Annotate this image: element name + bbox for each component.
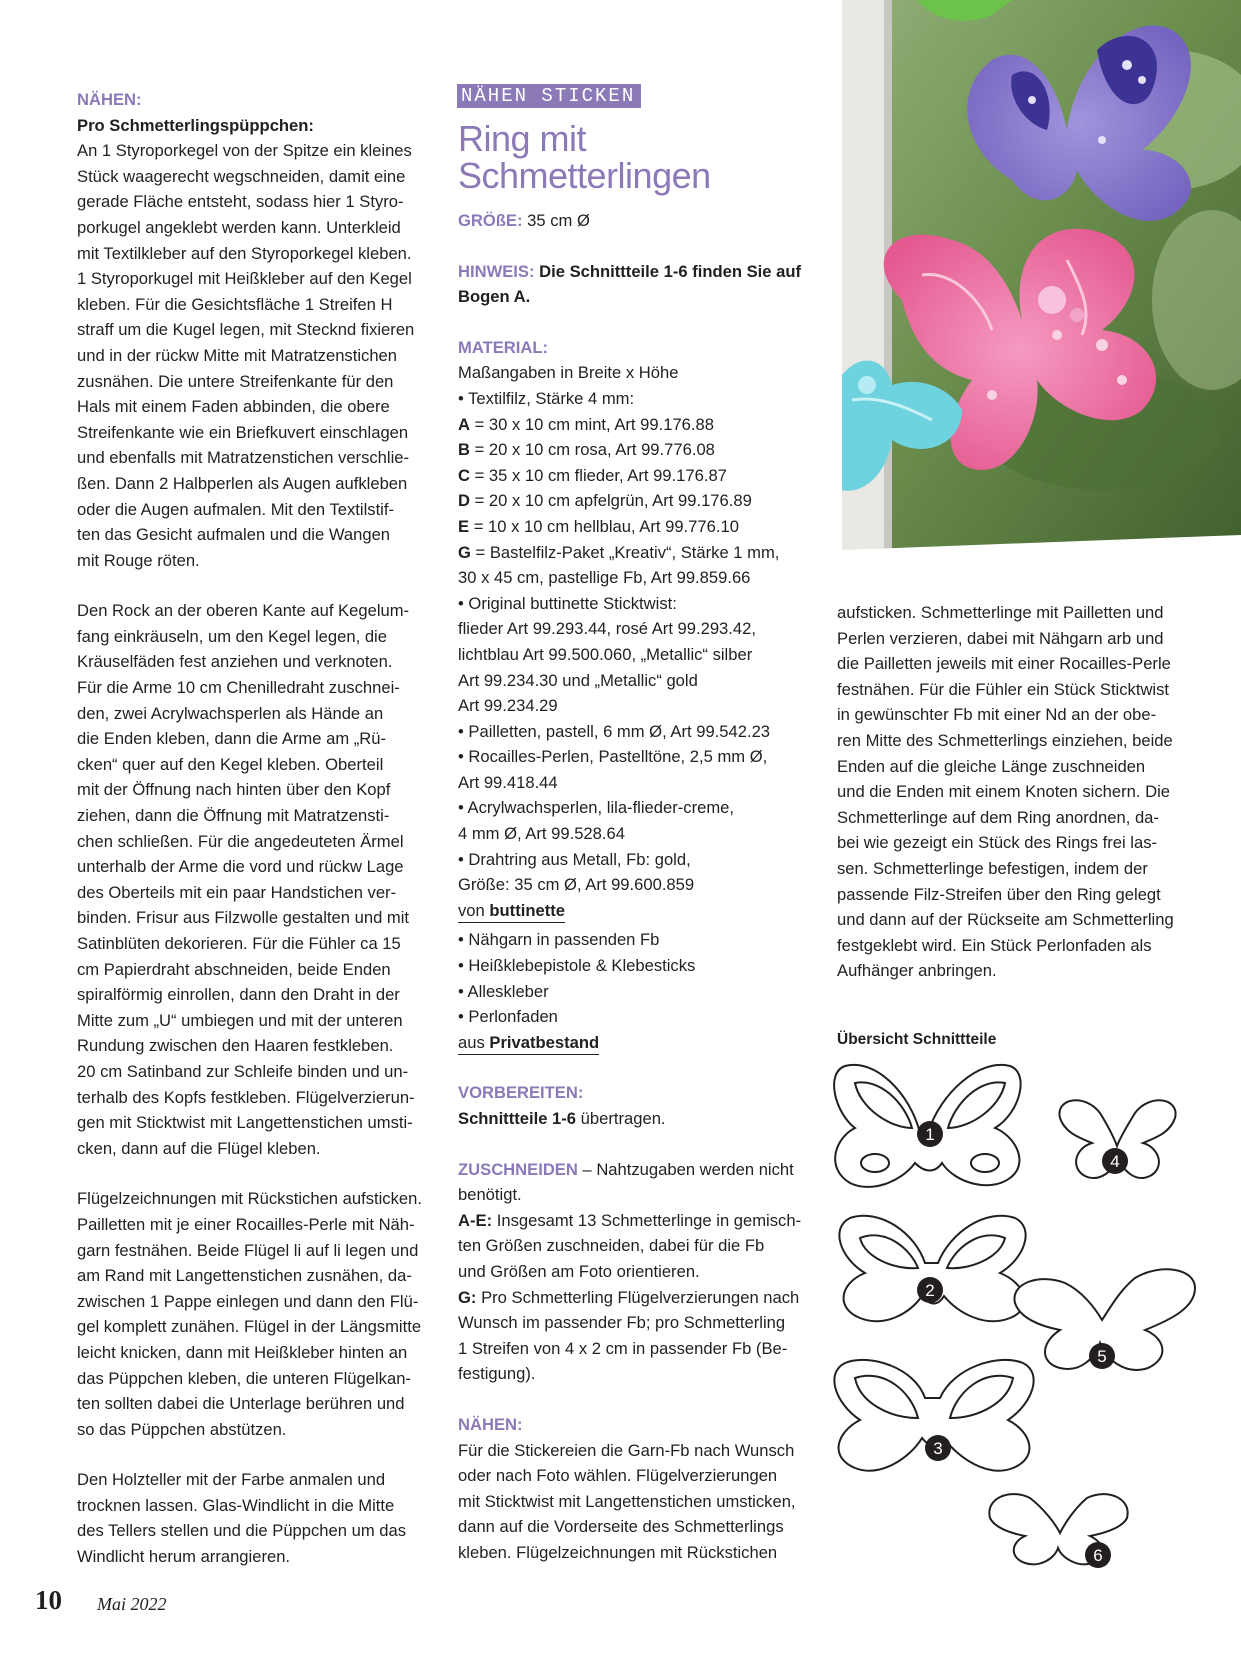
text-line: das Püppchen kleben, die unteren Flügelkan- xyxy=(77,1368,411,1388)
svg-text:6: 6 xyxy=(1093,1546,1103,1565)
text-line: leicht knicken, dann mit Heißkleber hinten an xyxy=(77,1342,408,1362)
paragraph-1 xyxy=(77,138,428,573)
pattern-overview-title: Übersicht Schnittteile xyxy=(837,1031,997,1048)
text-line: zwischen 1 Pappe einlegen und dann den Flü- xyxy=(77,1291,419,1311)
text-line: • Alleskleber xyxy=(458,981,549,1001)
cut-heading: ZUSCHNEIDEN – Nahtzugaben werden nicht xyxy=(458,1159,794,1179)
pattern-piece-2 xyxy=(839,1216,1025,1321)
text-line: Rundung zwischen den Haaren festkleben. xyxy=(77,1036,394,1056)
text-line: Den Rock an der oberen Kante auf Kegelum- xyxy=(77,601,410,621)
text-line: Art 99.234.29 xyxy=(458,696,558,716)
pattern-overview xyxy=(830,1058,1210,1578)
text-line: porkugel angeklebt werden kann. Unterkleid xyxy=(77,217,401,237)
material-list xyxy=(458,565,809,898)
text-line: cken, dann auf die Flügel kleben. xyxy=(77,1138,321,1158)
butterfly-photo xyxy=(842,0,1241,570)
text-line: Art 99.418.44 xyxy=(458,772,558,792)
text-line: Mitte zum „U“ umbiegen und mit der unteren xyxy=(77,1010,403,1030)
text-line: • Heißklebepistole & Klebesticks xyxy=(458,956,696,976)
svg-text:1: 1 xyxy=(925,1125,935,1144)
text-line: die Pailletten jeweils mit einer Rocailles-Perle xyxy=(837,654,1171,674)
text-line: gerade Fläche entsteht, sodass hier 1 Styro- xyxy=(77,192,404,212)
text-line: straff um die Kugel legen, mit Stecknd fixieren xyxy=(77,320,415,340)
felt-item: B = 20 x 10 cm rosa, Art 99.776.08 xyxy=(458,440,715,460)
svg-text:2: 2 xyxy=(925,1281,935,1300)
text-line: Enden auf die gleiche Länge zuschneiden xyxy=(837,756,1146,776)
text-line: ßen. Dann 2 Halbperlen als Augen aufkleben xyxy=(77,473,408,493)
text-line: zusnähen. Die untere Streifenkante für den xyxy=(77,371,394,391)
sew-heading: NÄHEN: xyxy=(458,1414,523,1434)
material-intro: Maßangaben in Breite x Höhe xyxy=(458,363,679,383)
text-line: Pailletten mit je einer Rocailles-Perle mit Näh- xyxy=(77,1214,415,1234)
text-line: fang einkräuseln, um den Kegel legen, die xyxy=(77,626,387,646)
text-line: ten das Gesicht aufmalen und die Wangen xyxy=(77,525,391,545)
text-line: gen mit Sticktwist mit Langettenstichen umsti- xyxy=(77,1113,413,1133)
text-line: An 1 Styroporkegel von der Spitze ein kleines xyxy=(77,141,412,161)
text-line: cken“ quer auf den Kegel kleben. Oberteil xyxy=(77,754,384,774)
felt-item: D = 20 x 10 cm apfelgrün, Art 99.176.89 xyxy=(458,491,752,511)
svg-text:3: 3 xyxy=(933,1439,943,1458)
text-line: Streifenkante wie ein Briefkuvert einschlagen xyxy=(77,422,409,442)
text-line: ten sollten dabei die Unterlage berühren und xyxy=(77,1394,405,1414)
felt-item: G = Bastelfilz-Paket „Kreativ“, Stärke 1 mm, xyxy=(458,542,780,562)
text-line: Art 99.234.30 und „Metallic“ gold xyxy=(458,670,698,690)
text-line: Kräuselfäden fest anziehen und verknoten. xyxy=(77,652,393,672)
paragraph-3 xyxy=(77,1186,428,1442)
text-line: und dann auf der Rückseite am Schmetterling xyxy=(837,910,1174,930)
text-line: gel komplett zunähen. Flügel in der Längsmitte xyxy=(77,1317,422,1337)
text-line: festnähen. Für die Fühler ein Stück Sticktwist xyxy=(837,679,1170,699)
text-line: mit Textilkleber auf den Styroporkegel kleben. xyxy=(77,243,412,263)
section-heading-naehen: NÄHEN: xyxy=(77,90,142,109)
cut-ae: A-E: Insgesamt 13 Schmetterlinge in gemisch- ten Größen zuschneiden, dabei für die Fb und Größen am Foto orientieren. xyxy=(458,1210,802,1281)
text-line: spiralförmig einrollen, dann den Draht in der xyxy=(77,985,400,1005)
left-column xyxy=(77,87,428,1570)
paragraph-4 xyxy=(77,1467,428,1569)
text-line: in gewünschter Fb mit einer Nd an der obe- xyxy=(837,705,1157,725)
text-line: mit der Öffnung nach hinten über den Kopf xyxy=(77,780,391,800)
text-line: Hals mit einem Faden abbinden, die obere xyxy=(77,397,390,417)
material-heading: MATERIAL: xyxy=(458,337,549,357)
extra-material-list xyxy=(458,927,809,1029)
text-line: unterhalb der Arme die vord und rückw Lage xyxy=(77,857,404,877)
text-line: festgeklebt wird. Ein Stück Perlonfaden als xyxy=(837,935,1152,955)
text-line: kleben. Flügelzeichnungen mit Rückstichen xyxy=(458,1542,778,1562)
text-line: am Rand mit Langettenstichen zusnähen, da- xyxy=(77,1266,412,1286)
text-line: • Nähgarn in passenden Fb xyxy=(458,930,660,950)
text-line: und in der rückw Mitte mit Matratzenstichen xyxy=(77,345,398,365)
text-line: und ebenfalls mit Matratzenstichen verschlie- xyxy=(77,448,410,468)
text-line: bei wie gezeigt ein Stück des Rings frei las- xyxy=(837,833,1158,853)
text-line: Perlen verzieren, dabei mit Nähgarn arb und xyxy=(837,628,1164,648)
text-line: cm Papierdraht abschneiden, beide Enden xyxy=(77,959,391,979)
text-line: garn festnähen. Beide Flügel li auf li legen und xyxy=(77,1240,419,1260)
text-line: kleben. Für die Gesichtsfläche 1 Streifen H xyxy=(77,294,393,314)
prep-heading: VORBEREITEN: xyxy=(458,1083,584,1103)
felt-list xyxy=(458,412,809,566)
text-line: Windlicht herum arrangieren. xyxy=(77,1547,291,1567)
text-line: Stück waagerecht wegschneiden, damit eine xyxy=(77,166,406,186)
private-line: aus Privatbestand xyxy=(458,1030,809,1056)
text-line: die Enden kleben, dann die Arme am „Rü- xyxy=(77,729,387,749)
svg-text:4: 4 xyxy=(1110,1152,1120,1171)
text-line: Satinblüten dekorieren. Für die Fühler ca 15 xyxy=(77,934,401,953)
text-line: • Rocailles-Perlen, Pastelltöne, 2,5 mm Ø, xyxy=(458,747,768,767)
text-line: Aufhänger anbringen. xyxy=(837,961,997,981)
felt-heading: • Textilfilz, Stärke 4 mm: xyxy=(458,388,635,408)
text-line: oder die Augen aufmalen. Mit den Textilstif- xyxy=(77,499,394,519)
text-line: chen schließen. Für die angedeuteten Ärmel xyxy=(77,831,404,851)
text-line: so das Püppchen abstützen. xyxy=(77,1419,287,1439)
text-line: • Drahtring aus Metall, Fb: gold, xyxy=(458,849,691,869)
svg-text:5: 5 xyxy=(1097,1347,1107,1366)
text-line: des Oberteils mit ein paar Handstichen ver- xyxy=(77,882,397,902)
text-line: 20 cm Satinband zur Schleife binden und un- xyxy=(77,1061,409,1081)
text-line: • Original buttinette Sticktwist: xyxy=(458,593,677,613)
text-line: den, zwei Acrylwachsperlen als Hände an xyxy=(77,703,384,723)
text-line: ren Mitte des Schmetterlings einziehen, beide xyxy=(837,730,1173,750)
sew-text xyxy=(458,1438,809,1566)
article-title: Ring mit Schmetterlingen xyxy=(458,118,711,196)
size-line: GRÖßE: 35 cm Ø xyxy=(458,211,590,230)
text-line: binden. Frisur aus Filzwolle gestalten und mit xyxy=(77,908,410,928)
page-number: 10 xyxy=(35,1585,62,1615)
felt-item: C = 35 x 10 cm flieder, Art 99.176.87 xyxy=(458,465,727,485)
text-line: Den Holzteller mit der Farbe anmalen und xyxy=(77,1470,386,1490)
text-line: 1 Styroporkugel mit Heißkleber auf den Kegel xyxy=(77,269,412,289)
text-line: ziehen, dann die Öffnung mit Matratzensti- xyxy=(77,806,390,826)
right-column xyxy=(837,600,1189,984)
cut-g: G: Pro Schmetterling Flügelverzierungen nach Wunsch im passender Fb; pro Schmetterling 1 Streifen von 4 x 2 cm in passender Fb (Be- festigung). xyxy=(458,1287,800,1384)
text-line: flieder Art 99.293.44, rosé Art 99.293.42, xyxy=(458,619,756,639)
text-line: • Perlonfaden xyxy=(458,1007,558,1027)
prep-text: Schnittteile 1-6 übertragen. xyxy=(458,1109,666,1128)
category-kicker: NÄHEN STICKEN xyxy=(457,84,641,108)
text-line: • Pailletten, pastell, 6 mm Ø, Art 99.542.23 xyxy=(458,721,771,741)
issue-date: Mai 2022 xyxy=(97,1594,167,1614)
text-line: trocknen lassen. Glas-Windlicht in die Mitte xyxy=(77,1495,395,1515)
text-line: mit Sticktwist mit Langettenstichen umsticken, xyxy=(458,1491,796,1511)
text-line: 4 mm Ø, Art 99.528.64 xyxy=(458,824,625,844)
hint-line: HINWEIS: Die Schnittteile 1-6 finden Sie auf xyxy=(458,261,802,281)
paragraph-2 xyxy=(77,598,428,1161)
text-line: Für die Stickereien die Garn-Fb nach Wunsch xyxy=(458,1440,795,1460)
text-line: • Acrylwachsperlen, lila-flieder-creme, xyxy=(458,798,735,818)
text-line: passende Filz-Streifen über den Ring gelegt xyxy=(837,884,1161,904)
text-line: und die Enden mit einem Knoten sichern. Die xyxy=(837,782,1170,802)
felt-item: A = 30 x 10 cm mint, Art 99.176.88 xyxy=(458,414,714,434)
subheading: Pro Schmetterlingspüppchen: xyxy=(77,115,314,135)
text-line: 30 x 45 cm, pastellige Fb, Art 99.859.66 xyxy=(458,568,751,588)
text-line: dann auf die Vorderseite des Schmetterlings xyxy=(458,1517,784,1537)
text-line: mit Rouge röten. xyxy=(77,550,200,570)
text-line: Für die Arme 10 cm Chenilledraht zuschnei- xyxy=(77,678,400,698)
text-line: sen. Schmetterlinge befestigen, indem der xyxy=(837,858,1148,878)
text-line: des Tellers stellen und die Püppchen um das xyxy=(77,1521,407,1541)
text-line: lichtblau Art 99.500.060, „Metallic“ silber xyxy=(458,644,753,664)
felt-item: E = 10 x 10 cm hellblau, Art 99.776.10 xyxy=(458,516,739,536)
text-line: terhalb des Kopfs festkleben. Flügelverzierun- xyxy=(77,1087,415,1107)
text-line: oder nach Foto wählen. Flügelverzierungen xyxy=(458,1466,778,1486)
text-line: aufsticken. Schmetterlinge mit Pailletten und xyxy=(837,603,1164,622)
text-line: Schmetterlinge auf dem Ring anordnen, da- xyxy=(837,807,1159,827)
continued-text xyxy=(837,600,1189,984)
supplier-line: von buttinette xyxy=(458,898,809,924)
middle-column: NÄHEN STICKEN Ring mit Schmetterlingen GRÖßE: 35 cm Ø HINWEIS: Die Schnittteile 1-6 finden Sie auf Bogen A. MATERIAL: Maßangaben in Breite x Höhe • Textilfilz, Stärke 4 mm: A = 30 x 10 cm mint, Art 99.176.88 B = 20 x 10 cm rosa, Art 99.776.08 C = 35 x 10 cm flieder, Art 99.176.87 D = 20 x 10 cm apfelgrün, Art 99.176.89 E = 10 x 10 cm hellblau, Art 99.776.10 G = Bastelfilz-Paket „Kreativ“, Stärke 1 mm, 30 x 45 cm, pastellige Fb, Art 99.859.66 • Original buttinette Sticktwist: flieder Art 99.293.44, rosé Art 99.293.42, lichtblau Art 99.500.060, „Metallic“ silber Art 99.234.30 und „Metallic“ gold Art 99.234.29 • Pailletten, pastell, 6 mm Ø, Art 99.542.23 • Rocailles-Perlen, Pastelltöne, 2,5 mm Ø, Art 99.418.44 • Acrylwachsperlen, lila-flieder-creme, 4 mm Ø, Art 99.528.64 • Drahtring aus Metall, Fb: gold, Größe: 35 cm Ø, Art 99.600.859 von buttinette • Nähgarn in passenden Fb • Heißklebepistole & Klebesticks • Alleskleber • Perlonfaden aus Privatbestand VORBEREITEN: Schnittteile 1-6 übertragen. ZUSCHNEIDEN – Nahtzugaben werden nicht benötigt. A-E: Insgesamt 13 Schmetterlinge in gemisch- ten Größen zuschneiden, dabei für die Fb und Größen am Foto orientieren. G: Pro Schmetterling Flügelverzierungen nach Wunsch im passender Fb; pro Schmetterling 1 Streifen von 4 x 2 cm in passender Fb (Be- festigung). NÄHEN: Für die Stickereien die Garn-Fb nach Wunsch oder nach Foto wählen. Flügelverzierungen mit Sticktwist mit Langettenstichen umsticken, dann auf die Vorderseite des Schmetterlings kleben. Flügelzeichnungen mit Rückstichen xyxy=(458,83,809,1566)
text-line: Flügelzeichnungen mit Rückstichen aufsticken. xyxy=(77,1189,422,1209)
text-line: Größe: 35 cm Ø, Art 99.600.859 xyxy=(458,875,695,895)
